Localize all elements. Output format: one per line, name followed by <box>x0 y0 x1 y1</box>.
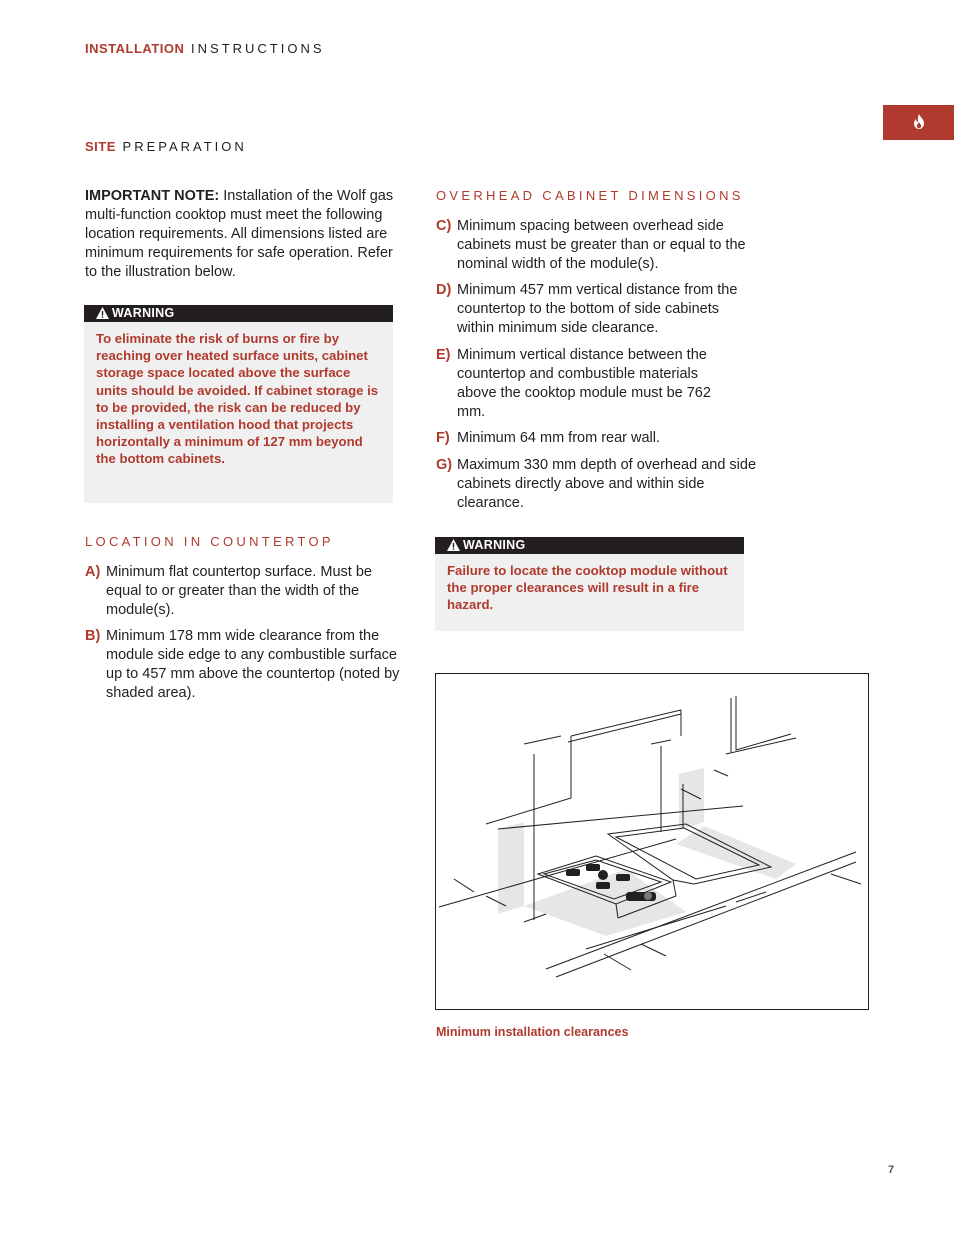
warning-box-2 <box>435 537 744 631</box>
warning-triangle-icon <box>447 539 460 551</box>
item-text: Minimum spacing between overhead side cabinets must be greater than or equal to the nominal width of the module(s). <box>457 218 746 272</box>
clearance-diagram <box>436 674 868 1009</box>
page-number: 7 <box>888 1164 895 1176</box>
important-note <box>85 187 400 282</box>
item-text: Minimum 64 mm from rear wall. <box>457 430 661 446</box>
overhead-title: OVERHEAD CABINET DIMENSIONS <box>436 188 744 203</box>
item-text: Maximum 330 mm depth of overhead and side cabinets directly above and within side clearance. <box>457 457 757 511</box>
left-clearance-shade <box>498 822 524 914</box>
countertop-right-shade <box>676 826 796 879</box>
item-label: B) <box>85 628 101 644</box>
warning-label: WARNING <box>463 538 526 552</box>
overhead-item-d <box>436 281 756 338</box>
warning-bar <box>435 537 744 554</box>
item-text: Minimum 178 mm wide clearance from the module side edge to any combustible surface up to 457 mm above the countertop (noted by shaded area). <box>106 628 400 701</box>
item-text: Minimum vertical distance between the countertop and combustible materials above the cooktop module must be 762 mm. <box>457 347 711 420</box>
subheader-rest: PREPARATION <box>115 139 247 154</box>
item-label: G) <box>436 457 453 473</box>
item-label: D) <box>436 282 452 298</box>
page-header <box>85 41 325 56</box>
overhead-item-g <box>436 456 761 513</box>
installation-illustration <box>435 673 869 1010</box>
warning-box-1 <box>84 305 393 503</box>
overhead-item-e <box>436 346 736 422</box>
important-note-label: IMPORTANT NOTE: <box>85 188 220 204</box>
location-item-b <box>85 627 410 703</box>
important-note-text: Installation of the Wolf gas multi-function cooktop must meet the following location requirements. All dimensions listed are minimum requirements for safe operation. Refer to the illustration below. <box>85 188 394 280</box>
item-label: C) <box>436 218 452 234</box>
warning-label: WARNING <box>112 306 175 320</box>
header-bold: INSTALLATION <box>85 41 185 56</box>
warning-bar <box>84 305 393 322</box>
section-tab <box>883 105 954 140</box>
item-text: Minimum 457 mm vertical distance from the countertop to the bottom of side cabinets within minimum side clearance. <box>457 282 738 336</box>
warning-text: Failure to locate the cooktop module without the proper clearances will result in a fire hazard. <box>447 563 728 613</box>
flame-icon <box>913 114 925 129</box>
figure-caption: Minimum installation clearances <box>436 1025 629 1039</box>
location-item-a <box>85 563 410 620</box>
item-text: Minimum flat countertop surface. Must be equal to or greater than the width of the module(s). <box>106 564 372 618</box>
overhead-item-f <box>436 429 756 448</box>
warning-text: To eliminate the risk of burns or fire by reaching over heated surface units, cabinet storage space located above the surface units should be avoided. If cabinet storage is to be provided, the risk can be reduced by installing a ventilation hood that projects horizontally a minimum of 127 mm beyond the bottom cabinets. <box>96 331 379 467</box>
location-title: LOCATION IN COUNTERTOP <box>85 534 334 549</box>
overhead-item-c <box>436 217 756 274</box>
subheader-bold: SITE <box>85 139 116 154</box>
header-rest: INSTRUCTIONS <box>184 41 325 56</box>
item-label: E) <box>436 347 451 363</box>
section-header <box>85 139 247 154</box>
item-label: F) <box>436 430 450 446</box>
item-label: A) <box>85 564 101 580</box>
warning-triangle-icon <box>96 307 109 319</box>
